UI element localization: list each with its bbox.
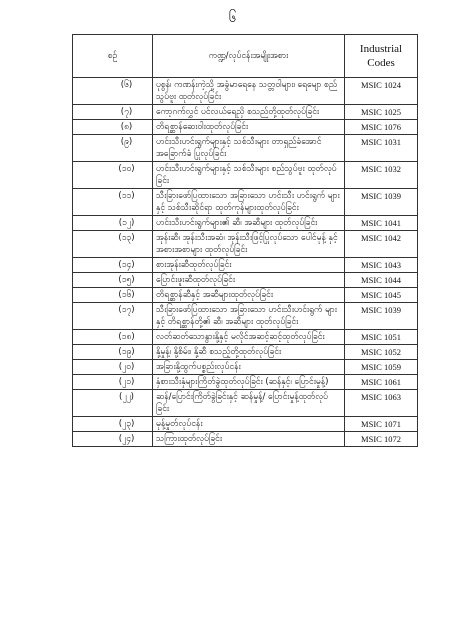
row-serial-no-text: (၁၁) bbox=[118, 191, 135, 201]
row-description: ဆန်/ပြောင်းကြိတ်ခွဲခြင်းနှင့် ဆန်မှုန့်/ ပြောင်းမှုန့်ထုတ်လုပ်ခြင်း bbox=[153, 390, 345, 417]
row-description: နှံစားသီးနှံများကြိတ်ခွဲထုတ်လုပ်ခြင်း (ဆန်နှင့်၊ ပြောင်းမှုန့်) bbox=[153, 375, 345, 390]
row-description: ဟင်းသီးဟင်းရွက်များနှင့် သစ်သီးများ တာရှည်ခံအောင် အခြောက်ခံ ပြုလုပ်ခြင်း bbox=[153, 135, 345, 162]
table-row bbox=[73, 258, 418, 273]
table-row bbox=[73, 216, 418, 231]
table-row bbox=[73, 288, 418, 303]
table-row bbox=[73, 360, 418, 375]
table-body bbox=[73, 78, 418, 447]
row-serial-no bbox=[73, 330, 153, 345]
row-serial-no bbox=[73, 375, 153, 390]
row-serial-no bbox=[73, 258, 153, 273]
row-industrial-code: MSIC 1063 bbox=[345, 390, 418, 417]
row-industrial-code: MSIC 1039 bbox=[345, 189, 418, 216]
header-industrial-codes bbox=[345, 35, 418, 78]
row-industrial-code: MSIC 1045 bbox=[345, 288, 418, 303]
row-description: စားအုန်းဆီထုတ်လုပ်ခြင်း bbox=[153, 258, 345, 273]
row-industrial-code: MSIC 1051 bbox=[345, 330, 418, 345]
row-serial-no bbox=[73, 345, 153, 360]
row-description: တိရစ္ဆာန်ဆီနှင့် အဆီများထုတ်လုပ်ခြင်း bbox=[153, 288, 345, 303]
row-description: လတ်ဆတ်သောနွားနို့နှင့် မလိုင်အဆင့်ဆင့်ထုတ်လုပ်ခြင်း bbox=[153, 330, 345, 345]
table-row bbox=[73, 231, 418, 258]
row-serial-no bbox=[73, 360, 153, 375]
row-description: ကော့ဂက်လွှင် ပင်လယ်ရေညှိ စသည်တို့ထုတ်လုပ်ခြင်း bbox=[153, 105, 345, 120]
row-serial-no-text: (၁၄) bbox=[118, 260, 135, 270]
row-serial-no-text: (၁၆) bbox=[118, 290, 135, 300]
row-description: မုန့်မှုတ်လုပ်ငန်း bbox=[153, 417, 345, 432]
row-description: နို့မှုန့်၊ နို့စိမ်း၊ နို့ဆီ စသည့်တို့ထုတ်လုပ်ခြင်း bbox=[153, 345, 345, 360]
row-industrial-code: MSIC 1043 bbox=[345, 258, 418, 273]
row-description: သီးခြားဖော်ပြထားသော အခြားသော ဟင်းသီးဟင်းရွက် များနှင့် တိရစ္ဆာန်တို့၏ ဆီ၊ အဆီများ ထုတ်လုပ်ခြင်း bbox=[153, 303, 345, 330]
industrial-codes-table bbox=[72, 34, 418, 447]
row-description: သီးခြားဖော်ပြထားသော အခြားသော ဟင်းသီး ဟင်းရွက် များနှင့် သစ်သီးဆိုင်ရာ ထုတ်ကုန်များထုတ်လုပ်ခြင်း bbox=[153, 189, 345, 216]
row-serial-no bbox=[73, 135, 153, 162]
row-serial-no-text: (၁၅) bbox=[118, 275, 135, 285]
row-serial-no-text: (၇) bbox=[120, 107, 133, 117]
row-industrial-code: MSIC 1025 bbox=[345, 105, 418, 120]
table-row bbox=[73, 120, 418, 135]
row-industrial-code: MSIC 1076 bbox=[345, 120, 418, 135]
row-serial-no bbox=[73, 231, 153, 258]
table-row bbox=[73, 417, 418, 432]
row-industrial-code: MSIC 1071 bbox=[345, 417, 418, 432]
table-row bbox=[73, 345, 418, 360]
row-industrial-code: MSIC 1072 bbox=[345, 432, 418, 447]
header-code-line2: Codes bbox=[367, 57, 395, 69]
row-serial-no bbox=[73, 216, 153, 231]
row-serial-no bbox=[73, 78, 153, 105]
row-serial-no-text: (၁၈) bbox=[118, 332, 135, 342]
row-serial-no-text: (၂၁) bbox=[118, 377, 135, 387]
row-serial-no bbox=[73, 189, 153, 216]
row-serial-no-text: (၂၄) bbox=[118, 434, 135, 444]
row-serial-no-text: (၁၂) bbox=[118, 218, 135, 228]
table-row bbox=[73, 432, 418, 447]
row-serial-no-text: (၂၀) bbox=[118, 362, 135, 372]
table-row bbox=[73, 375, 418, 390]
row-serial-no bbox=[73, 273, 153, 288]
row-industrial-code: MSIC 1044 bbox=[345, 273, 418, 288]
table-row bbox=[73, 78, 418, 105]
table-row bbox=[73, 105, 418, 120]
row-serial-no-text: (၁၀) bbox=[118, 164, 135, 174]
row-serial-no-text: (၉) bbox=[120, 137, 133, 147]
table-row bbox=[73, 390, 418, 417]
table-header-row bbox=[73, 35, 418, 78]
header-serial-no: စဉ် bbox=[73, 35, 153, 78]
row-serial-no bbox=[73, 432, 153, 447]
table-row bbox=[73, 273, 418, 288]
table-row bbox=[73, 162, 418, 189]
row-serial-no bbox=[73, 105, 153, 120]
row-industrial-code: MSIC 1061 bbox=[345, 375, 418, 390]
row-description: အုန်းဆီ၊ အုန်းသီးအဆံ၊ အုန်းသီးဖြင့်ပြုလုပ်သော ပေါင်မုန့် နှင့် အစားအစာများ ထုတ်လုပ်ခြင်း bbox=[153, 231, 345, 258]
row-serial-no-text: (၈) bbox=[120, 122, 133, 132]
row-serial-no bbox=[73, 417, 153, 432]
row-description: ဟင်းသီးဟင်းရွက်များနှင့် သစ်သီးများ စည်သွပ်ဗူး ထုတ်လုပ်ခြင်း bbox=[153, 162, 345, 189]
row-serial-no bbox=[73, 303, 153, 330]
page-number: ၆ bbox=[228, 10, 237, 26]
row-industrial-code: MSIC 1052 bbox=[345, 345, 418, 360]
row-industrial-code: MSIC 1031 bbox=[345, 135, 418, 162]
row-industrial-code: MSIC 1041 bbox=[345, 216, 418, 231]
row-serial-no bbox=[73, 390, 153, 417]
row-serial-no-text: (၁၃) bbox=[118, 233, 135, 243]
row-serial-no-text: (၂၂) bbox=[119, 392, 134, 402]
header-description: ကဏ္ဍ/လုပ်ငန်းအမျိုးအစား bbox=[153, 35, 345, 78]
row-industrial-code: MSIC 1042 bbox=[345, 231, 418, 258]
row-serial-no bbox=[73, 120, 153, 135]
row-description: တိရစ္ဆာန်ဆေးဝါးထုတ်လုပ်ခြင်း bbox=[153, 120, 345, 135]
row-serial-no-text: (၂၃) bbox=[118, 419, 135, 429]
row-serial-no-text: (၆) bbox=[120, 80, 133, 90]
row-serial-no-text: (၁၉) bbox=[118, 347, 135, 357]
row-description: ဟင်းသီးဟင်းရွက်များ၏ ဆီ၊ အဆီများ ထုတ်လုပ်ခြင်း bbox=[153, 216, 345, 231]
row-description: သကြားထုတ်လုပ်ခြင်း bbox=[153, 432, 345, 447]
row-serial-no bbox=[73, 288, 153, 303]
row-serial-no bbox=[73, 162, 153, 189]
row-industrial-code: MSIC 1059 bbox=[345, 360, 418, 375]
row-description: ပုစွန်၊ ကဏန်းကဲ့သို့ အခွံမာရေနေ သတ္တဝါများ၊ ရေမျော စည်သွပ်ဗူး ထုတ်လုပ်ခြင်း bbox=[153, 78, 345, 105]
header-code-line1: Industrial bbox=[359, 43, 403, 55]
row-serial-no-text: (၁၇) bbox=[118, 305, 135, 315]
row-industrial-code: MSIC 1039 bbox=[345, 303, 418, 330]
row-industrial-code: MSIC 1032 bbox=[345, 162, 418, 189]
table-row bbox=[73, 135, 418, 162]
table-row bbox=[73, 189, 418, 216]
row-industrial-code: MSIC 1024 bbox=[345, 78, 418, 105]
table-row bbox=[73, 303, 418, 330]
row-description: အခြားနို့ထွက်ပစ္စည်းလုပ်ငန်း bbox=[153, 360, 345, 375]
table-row bbox=[73, 330, 418, 345]
row-description: ပြောင်းဖူးဆီထုတ်လုပ်ခြင်း bbox=[153, 273, 345, 288]
